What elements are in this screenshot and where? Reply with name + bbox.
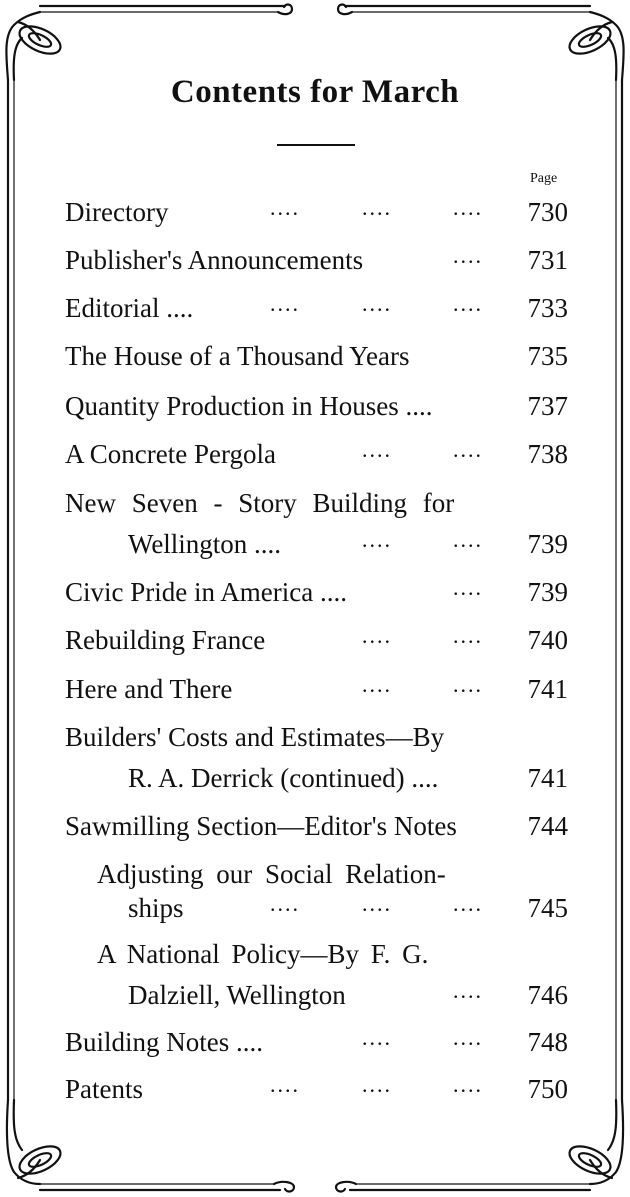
- leader-dots: ....: [362, 1072, 392, 1097]
- entry-title-cont: Dalziell, Wellington: [128, 980, 346, 1010]
- entry-page: 737: [527, 391, 568, 421]
- leader-dots: ....: [453, 195, 483, 220]
- leader-dots: ....: [270, 291, 300, 316]
- list-item[interactable]: [65, 290, 505, 326]
- entry-page: 750: [527, 1074, 568, 1104]
- leader-dots: ....: [453, 527, 483, 552]
- leader-dots: ....: [453, 1025, 483, 1050]
- entry-title: Adjusting our Social Relation-: [97, 859, 446, 889]
- leader-dots: ....: [362, 891, 392, 916]
- entry-title-cont: ships: [128, 893, 184, 923]
- entry-page: 730: [527, 197, 568, 227]
- entry-title: New Seven - Story Building for: [65, 488, 455, 518]
- leader-dots: ....: [362, 623, 392, 648]
- leader-dots: ....: [453, 575, 483, 600]
- leader-dots: ....: [270, 1072, 300, 1097]
- entry-title: Publisher's Announcements: [65, 245, 364, 275]
- entry-page: 741: [527, 674, 568, 704]
- entry-page: 731: [527, 245, 568, 275]
- leader-dots: ....: [362, 527, 392, 552]
- entry-title-cont: Wellington ....: [128, 529, 282, 559]
- list-item[interactable]: [65, 719, 505, 755]
- list-item[interactable]: [128, 890, 505, 926]
- leader-dots: ....: [362, 1025, 392, 1050]
- list-item[interactable]: [128, 526, 505, 562]
- list-item[interactable]: [65, 436, 505, 472]
- entry-page: 748: [527, 1027, 568, 1057]
- entry-title: Here and There: [65, 674, 233, 704]
- entry-title: Sawmilling Section—Editor's Notes: [65, 811, 457, 841]
- leader-dots: ....: [453, 437, 483, 462]
- list-item[interactable]: [65, 485, 505, 521]
- list-item[interactable]: [97, 936, 505, 972]
- entry-title: Building Notes ....: [65, 1027, 264, 1057]
- entry-title: A National Policy—By F. G.: [97, 939, 429, 969]
- leader-dots: ....: [453, 243, 483, 268]
- entry-page: 744: [527, 811, 568, 841]
- list-item[interactable]: [65, 622, 505, 658]
- list-item[interactable]: [65, 338, 505, 374]
- list-item[interactable]: [97, 856, 505, 892]
- list-item[interactable]: [65, 388, 505, 424]
- entry-title: Editorial ....: [65, 293, 194, 323]
- entry-page: 739: [527, 577, 568, 607]
- leader-dots: ....: [362, 672, 392, 697]
- page-column-header: Page: [530, 171, 558, 186]
- entry-title-cont: R. A. Derrick (continued) ....: [128, 763, 439, 793]
- entry-title: Builders' Costs and Estimates—By: [65, 722, 445, 752]
- entry-page: 735: [527, 341, 568, 371]
- entry-page: 741: [527, 763, 568, 793]
- entry-title: Quantity Production in Houses ....: [65, 391, 433, 421]
- entry-title: Directory: [65, 197, 169, 227]
- leader-dots: ....: [362, 291, 392, 316]
- entry-page: 738: [527, 439, 568, 469]
- leader-dots: ....: [453, 291, 483, 316]
- entry-page: 745: [527, 893, 568, 923]
- list-item[interactable]: [128, 977, 505, 1013]
- list-item[interactable]: [128, 760, 505, 796]
- leader-dots: ....: [270, 195, 300, 220]
- leader-dots: ....: [453, 1072, 483, 1097]
- entry-title: A Concrete Pergola: [65, 439, 276, 469]
- list-item[interactable]: [65, 671, 505, 707]
- list-item[interactable]: [65, 808, 505, 844]
- leader-dots: ....: [453, 891, 483, 916]
- leader-dots: ....: [453, 978, 483, 1003]
- leader-dots: ....: [270, 891, 300, 916]
- leader-dots: ....: [362, 195, 392, 220]
- list-item[interactable]: [65, 194, 505, 230]
- list-item[interactable]: [65, 1024, 505, 1060]
- entry-title: The House of a Thousand Years: [65, 341, 410, 371]
- entry-title: Patents: [65, 1074, 143, 1104]
- leader-dots: ....: [453, 623, 483, 648]
- entry-page: 733: [527, 293, 568, 323]
- entry-title: Civic Pride in America ....: [65, 577, 347, 607]
- page-title: Contents for March: [170, 74, 460, 110]
- list-item[interactable]: [65, 574, 505, 610]
- list-item[interactable]: [65, 242, 505, 278]
- leader-dots: ....: [362, 437, 392, 462]
- list-item[interactable]: [65, 1071, 505, 1107]
- entry-page: 746: [527, 980, 568, 1010]
- entry-page: 739: [527, 529, 568, 559]
- entry-page: 740: [527, 625, 568, 655]
- entry-title: Rebuilding France: [65, 625, 266, 655]
- leader-dots: ....: [453, 672, 483, 697]
